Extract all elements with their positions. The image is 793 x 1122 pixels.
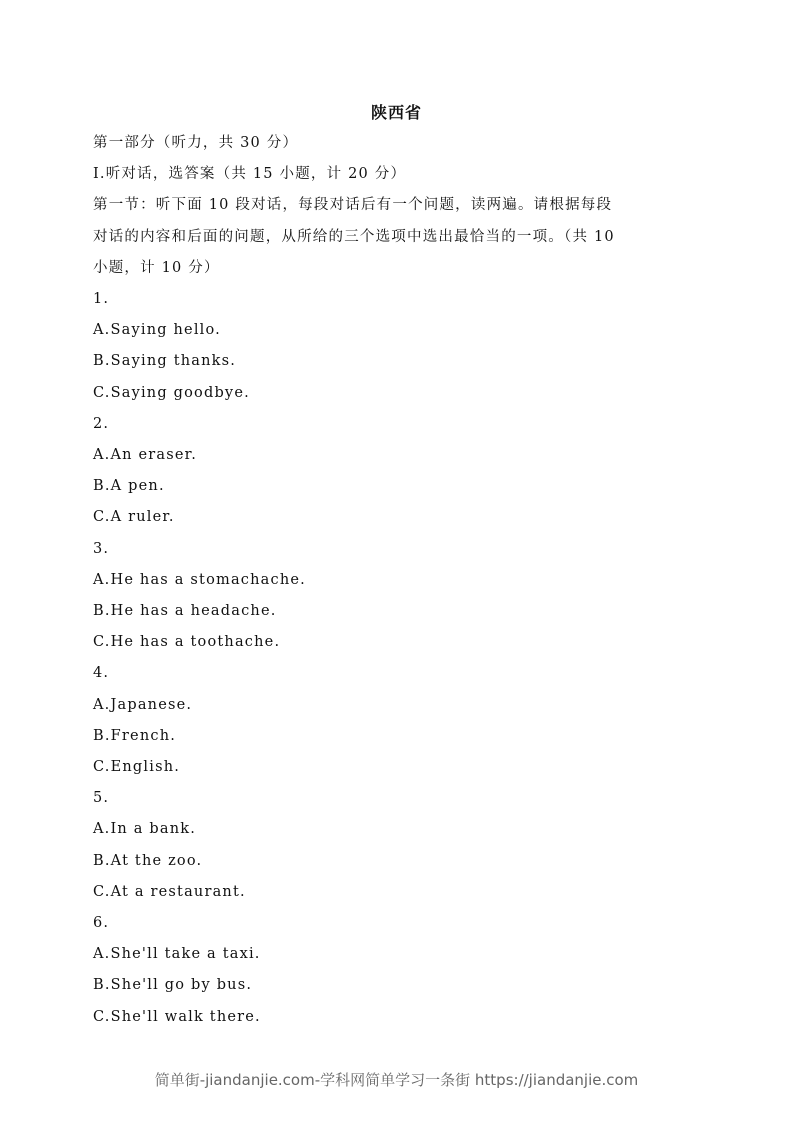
option-b: B.A pen.: [93, 478, 165, 495]
question-1: [93, 284, 703, 409]
option-b: B.Saying thanks.: [93, 353, 237, 370]
option-c: C.He has a toothache.: [93, 634, 281, 651]
option-a: A.In a bank.: [93, 821, 197, 838]
option-a: A.He has a stomachache.: [93, 571, 306, 588]
option-b: B.She'll go by bus.: [93, 977, 253, 994]
instruction-line: 对话的内容和后面的问题，从所给的三个选项中选出最恰当的一项。（共 10: [93, 228, 615, 245]
option-b: B.French.: [93, 727, 177, 744]
option-b: B.At the zoo.: [93, 852, 203, 869]
option-c: C.Saying goodbye.: [93, 384, 250, 401]
document-body: [93, 128, 703, 1033]
option-c: C.English.: [93, 759, 181, 776]
question-number: 4.: [93, 665, 110, 682]
instruction-line: 第一节：听下面 10 段对话，每段对话后有一个问题，读两遍。请根据每段: [93, 197, 613, 214]
document-title: 陕西省: [370, 103, 422, 122]
question-number: 5.: [93, 790, 110, 807]
question-number: 1.: [93, 291, 110, 308]
part-heading: 第一部分（听力，共 30 分）: [93, 135, 299, 151]
option-c: C.At a restaurant.: [93, 883, 246, 900]
question-5: [93, 783, 703, 908]
option-a: A.She'll take a taxi.: [93, 946, 261, 963]
option-b: B.He has a headache.: [93, 603, 277, 620]
option-a: A.Saying hello.: [93, 322, 221, 339]
question-3: [93, 534, 703, 659]
footer-watermark: 简单街-jiandanjie.com-学科网简单学习一条街 https://jiandanjie.com: [154, 1071, 639, 1089]
option-a: A.Japanese.: [93, 696, 193, 713]
section-heading: I.听对话，选答案（共 15 小题，计 20 分）: [93, 166, 407, 183]
question-2: [93, 409, 703, 534]
question-4: [93, 658, 703, 783]
question-number: 6.: [93, 915, 110, 932]
option-c: C.A ruler.: [93, 509, 175, 526]
option-c: C.She'll walk there.: [93, 1008, 261, 1025]
question-6: [93, 908, 703, 1033]
question-number: 3.: [93, 540, 110, 557]
option-a: A.An eraser.: [93, 447, 198, 464]
question-number: 2.: [93, 415, 110, 432]
instruction-line: 小题，计 10 分）: [93, 259, 220, 276]
